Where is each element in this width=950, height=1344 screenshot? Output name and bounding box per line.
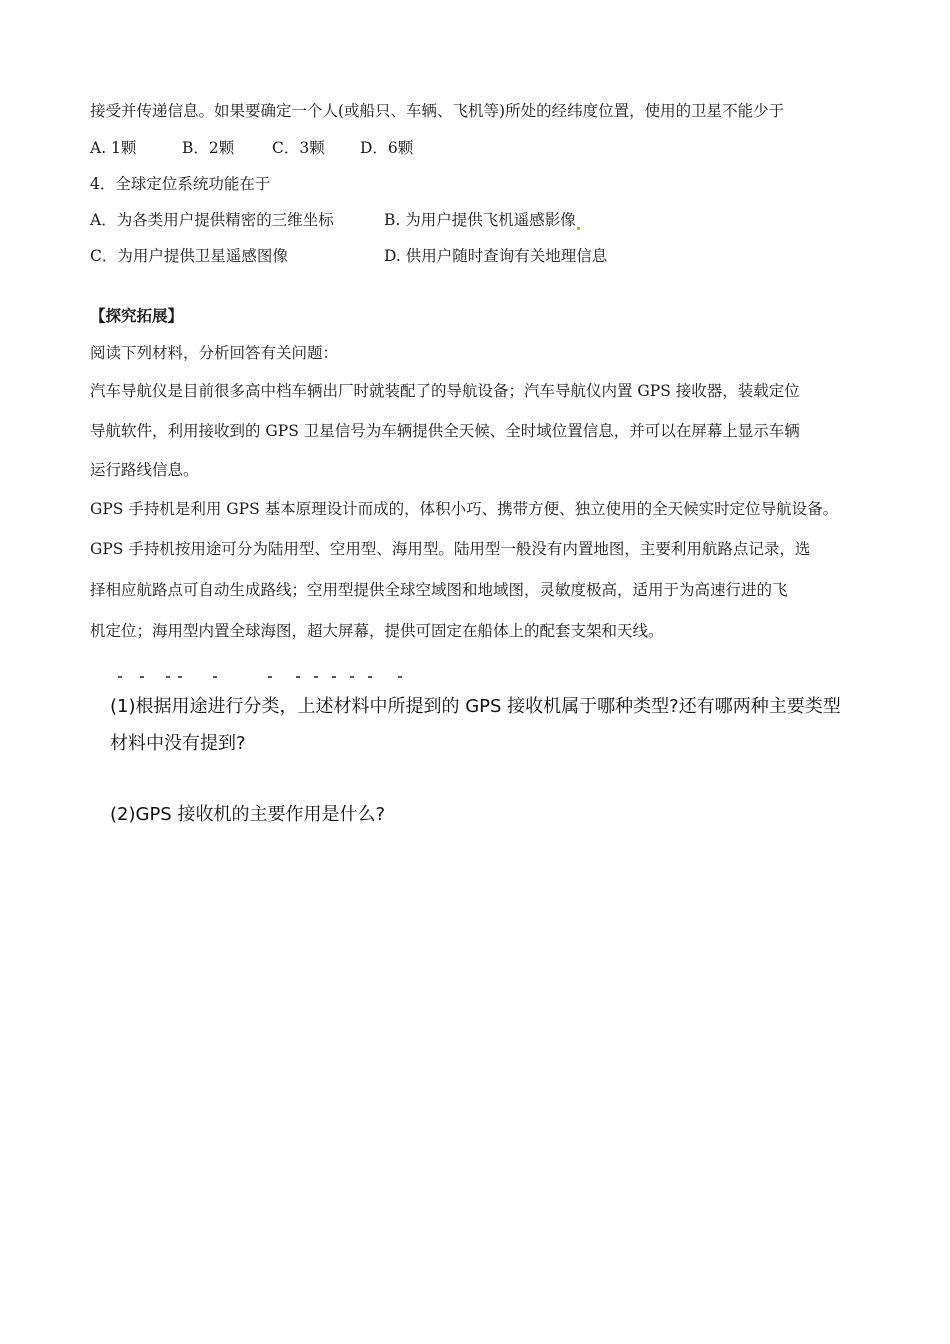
q3-option-b: B．2颗 — [182, 139, 235, 157]
q3-option-d: D．6颗 — [360, 139, 414, 157]
paragraph-line: 汽车导航仪是目前很多高中档车辆出厂时就装配了的导航设备；汽车导航仪内置 GPS 接收器，装载定位 — [90, 382, 800, 400]
paragraph-line: 择相应航路点可自动生成路线；空用型提供全球空域图和地域图，灵敏度极高，适用于为高速行进的飞 — [90, 581, 788, 599]
intro-line: 接受并传递信息。如果要确定一个人(或船只、车辆、飞机等)所处的经纬度位置，使用的卫星不能少于 — [90, 102, 785, 120]
q3-option-a: A. 1颗 — [90, 139, 137, 157]
section-instruction: 阅读下列材料，分析回答有关问题： — [90, 344, 339, 362]
question-2: (2)GPS 接收机的主要作用是什么? — [110, 804, 385, 825]
q4-option-d: D. 供用户随时查询有关地理信息 — [384, 247, 608, 265]
paragraph-line: 导航软件，利用接收到的 GPS 卫星信号为车辆提供全天候、全时域位置信息，并可以在屏幕上显示车辆 — [90, 422, 800, 440]
q4-option-c: C．为用户提供卫星遥感图像 — [90, 247, 288, 265]
paragraph-line: 机定位；海用型内置全球海图，超大屏幕，提供可固定在船体上的配套支架和天线。 — [90, 622, 664, 640]
q3-option-c: C．3颗 — [272, 139, 325, 157]
question-1-line-2: 材料中没有提到? — [110, 733, 246, 754]
highlight-mark — [577, 227, 580, 230]
scan-artifact — [118, 676, 408, 680]
q4-stem: 4．全球定位系统功能在于 — [90, 175, 271, 193]
q4-option-b — [384, 210, 580, 230]
section-heading: 【探究拓展】 — [90, 306, 184, 325]
paragraph-line: GPS 手持机按用途可分为陆用型、空用型、海用型。陆用型一般没有内置地图，主要利用航路点记录，选 — [90, 540, 811, 558]
paragraph-handheld-gps: GPS 手持机是利用 GPS 基本原理设计而成的，体积小巧、携带方便、独立使用的全天候实时定位导航设备。 — [90, 500, 839, 518]
q4-option-a: A．为各类用户提供精密的三维坐标 — [90, 211, 334, 229]
q4-option-b-text: B. 为用户提供飞机遥感影像 — [384, 211, 576, 229]
paragraph-line: 运行路线信息。 — [90, 461, 199, 479]
question-1-line-1: (1)根据用途进行分类，上述材料中所提到的 GPS 接收机属于哪种类型?还有哪两种主要类型 — [110, 696, 841, 717]
